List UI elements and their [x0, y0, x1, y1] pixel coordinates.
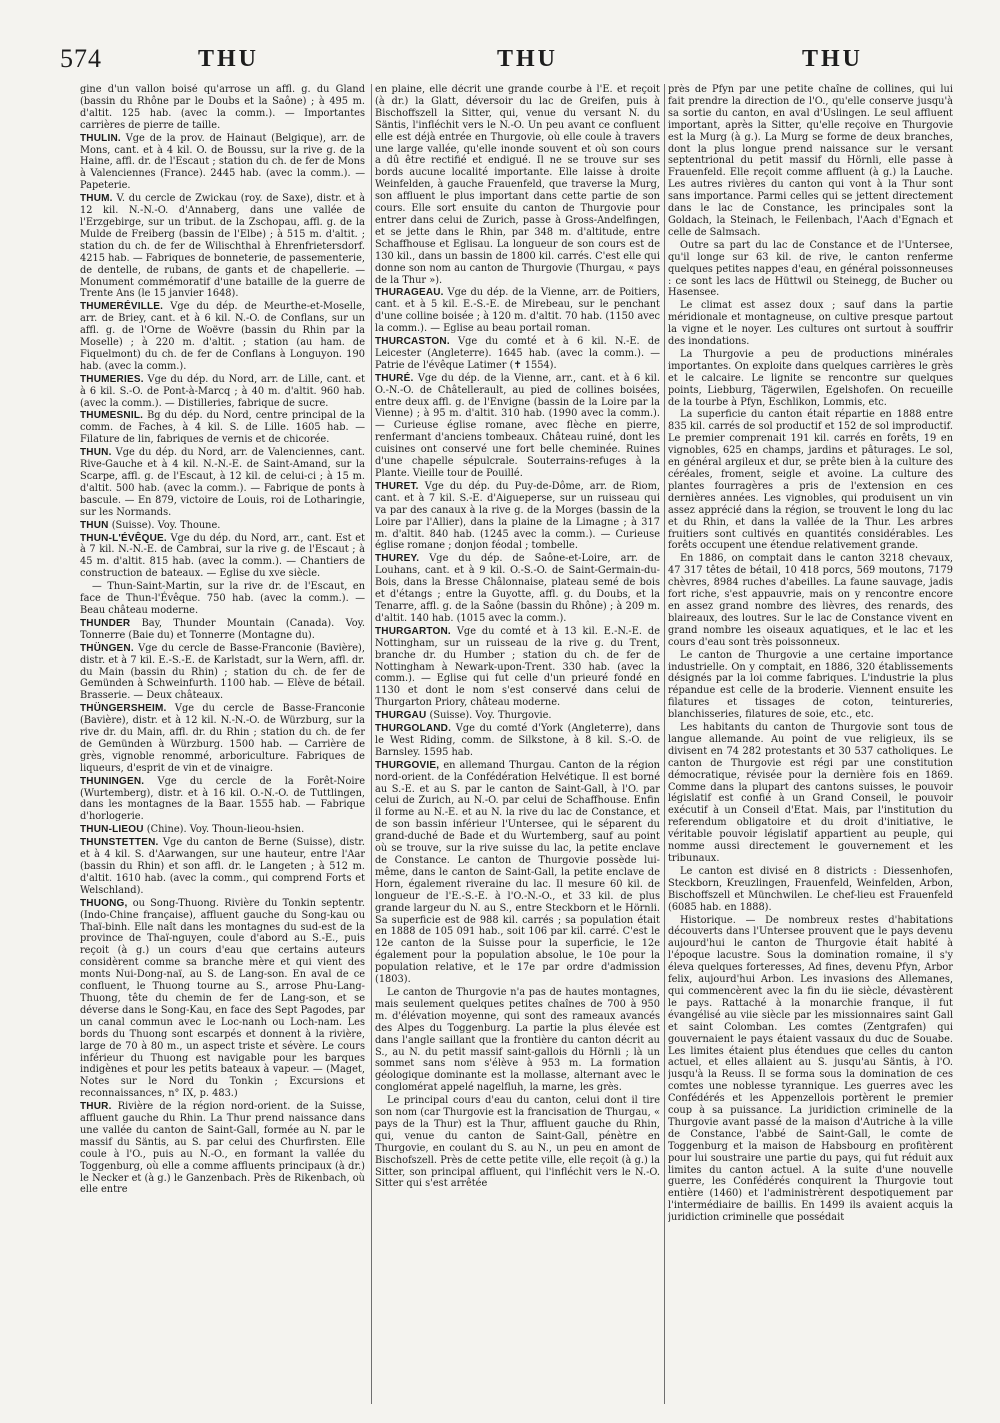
dictionary-entry: [375, 336, 660, 372]
dictionary-entry: [375, 287, 660, 335]
entry-text: Le canton de Thurgovie n'a pas de hautes montagnes, mais seulement quelques petites chaînes de 700 à 950 m. d'élévation moyenne, qui sont des rameaux avancés des Alpes du Toggenburg. La partie la plus élevée est dans l'angle saillant que la frontière du canton décrit au S., au N. du petit massif saint-gallois du Hörnli ; là un sommet sans nom s'élève à 953 m. La formation géologique dominante est la mollasse, alternant avec le conglomérat appelé nagelfluh, la marne, les grès.: [375, 986, 660, 1094]
text-column-2: [375, 84, 660, 1409]
dictionary-entry: [375, 481, 660, 552]
entry-headword: THUM.: [80, 193, 113, 205]
entry-headword: THUN-L'ÉVÊQUE.: [80, 532, 167, 544]
entry-text: Vge du cercle de Basse-Franconie (Bavière), distr. et à 7 kil. E.-S.-E. de Karlstadt, sur la Wern, affl. dr. du Main (bassin du Rhin) ; station du ch. de fer de Gemünden à Schweinfurth. 1100 hab. — Elève de bétail. Brasserie. — Deux châteaux.: [80, 642, 365, 702]
paragraph: [375, 987, 660, 1094]
entry-text: Vge du comté et à 13 kil. E.-N.-E. de Nottingham, sur un ruisseau de la rive g. du Trent, branche dr. du Humber ; station du ch. de fer de Nottingham à Newark-upon-Trent. 330 hab. (avec la comm.). — Eglise qui fut celle d'un prieuré fondé en 1130 et dont le nom s'est conservé dans celui de Thurgarton Priory, château moderne.: [375, 625, 660, 709]
page-header: [60, 44, 940, 84]
paragraph: [668, 915, 953, 1225]
entry-headword: THURGARTON.: [375, 625, 451, 637]
column-divider: [664, 84, 665, 1404]
entry-text: V. du cercle de Zwickau (roy. de Saxe), distr. et à 12 kil. N.-N.-O. d'Annaberg, dans une vallée de l'Erzgebirge, sur un tribut. de la Zschopau, affl. g. de la Mulde de Freiberg (bassin de l'Elbe) ; à 515 m. d'altit. ; station du ch. de fer de Wilischthal à Ehrenfrietersdorf. 4215 hab. — Fabriques de bonneterie, de passementerie, de dentelle, de rubans, de gants et de chapellerie. — Monument commémoratif d'une bataille de la guerre de Trente Ans (le 15 janvier 1648).: [80, 193, 365, 300]
entry-text: Vge du canton de Berne (Suisse), distr. et à 4 kil. S. d'Aarwangen, sur une hauteur, entre l'Aar (bassin du Rhin) et son affl. dr. le Langeten ; à 512 m. d'altit. 1610 hab. (avec la comm., qui comprend Forts et Welschland).: [80, 837, 365, 896]
entry-text: Historique. — De nombreux restes d'habitations découverts dans l'Untersee prouvent que le pays devenu aujourd'hui le canton de Thurgovie était habité à l'époque lacustre. Sous la domination romaine, il s'y éleva quelques forteresses, Ad fines, devenu Pfyn, Arbor felix, aujourd'hui Arbon. Les invasions des Allemanes, qui commencèrent avec la fin du iie siècle, dévastèrent le pays. Rattaché à la monarchie franque, il fut évangélisé au viie siècle par les missionnaires saint Gall et saint Colomban. Les comtes (Zentgrafen) qui gouvernaient le pays étaient vassaux du duc de Souabe. Les limites étaient plus étendues que celles du canton actuel, et elles allaient au S. jusqu'au Säntis, à l'O. jusqu'à la Reuss. Il se forma sous la domination de ces comtes une noblesse tyrannique. Les guerres avec les Confédérés et les Appenzellois portèrent le premier coup à sa puissance. La juridiction criminelle de la Thurgovie avant passé de la maison d'Autriche à la ville de Constance, l'abbé de Saint-Gall, le comte de Toggenburg et la maison de Habsbourg en profitèrent pour lui soustraire une partie du pays, qui fut réduit aux limites du canton actuel. A la suite d'une nouvelle guerre, les Confédérés conquirent la Thurgovie tout entière (1460) et l'administrèrent despotiquement par l'intermédiaire de baillis. En 1499 ils avaient acquis la juridiction criminelle que possédait: [668, 914, 953, 1224]
entry-text: En 1886, on comptait dans le canton 3218 chevaux, 47 317 têtes de bétail, 10 418 porcs, 569 moutons, 7179 chèvres, 8984 ruches d'abeilles. La faune sauvage, jadis fort riche, s'est appauvrie, mais on y rencontre encore en assez grand nombre des lièvres, des renards, des blaireaux, des loutres. Sur le lac de Constance vivent en grand nombre les oiseaux aquatiques, et le lac et les cours d'eau sont très poissonneux.: [668, 553, 953, 648]
entry-headword: THUN-LIEOU: [80, 824, 144, 836]
entry-text: (Chine). Voy. Thoun-lieou-hsien.: [146, 824, 305, 836]
entry-text: Le canton de Thurgovie a une certaine importance industrielle. On y comptait, en 1886, 320 établissements désignés par la loi comme fabriques. L'industrie la plus répandue est celle de la broderie. Viennent ensuite les filatures et tissages de coton, teintureries, blanchisseries, filatures de soie, etc., etc.: [668, 649, 953, 721]
entry-text: Vge du cercle de Basse-Franconie (Bavière), distr. et à 12 kil. N.-N.-O. de Würzburg, sur la rive dr. du Main, affl. dr. du Rhin ; station du ch. de fer de Gemünden à Würzburg. 1500 hab. — Carrière de grès, vignoble renommé, arboriculture. Fabriques de liqueurs, d'esprit de vin et de vinaigre.: [80, 703, 365, 774]
entry-text: Le climat est assez doux ; sauf dans la partie méridionale et montagneuse, on cultive presque partout la vigne et le noyer. Les cultures ont surtout à souffrir des inondations.: [668, 300, 953, 348]
dictionary-entry: [80, 1101, 365, 1196]
entry-text: Vge du comté et à 6 kil. N.-E. de Leicester (Angleterre). 1645 hab. (avec la comm.). — Patrie de l'évêque Latimer (✝ 1554).: [375, 336, 660, 371]
dictionary-entry: [80, 776, 365, 824]
paragraph: [668, 553, 953, 648]
entry-headword: THÜNGEN.: [80, 642, 134, 654]
column-divider: [371, 84, 372, 1404]
entry-headword: THÜNGERSHEIM.: [80, 703, 167, 715]
dictionary-entry: [80, 193, 365, 300]
entry-text: Vge du dép. de la Vienne, arr., cant. et à 6 kil. O.-N.-O. de Châtellerault, au pied de collines boisées, entre deux affl. g. de l'Envigne (bassin de la Loire par la Vienne) ; à 95 m. d'altit. 310 hab. (1990 avec la comm.). — Curieuse église romane, avec flèche en pierre, renfermant d'anciens tombeaux. Château ruiné, dont les cuisines ont conservé une fort belle cheminée. Ruines d'une chapelle sépulcrale. Souterrains-refuges à la Plante. Vieille tour de Pouillé.: [375, 372, 660, 479]
running-head-right: THU: [802, 46, 864, 72]
entry-headword: THUMERÉVILLE.: [80, 301, 164, 313]
dictionary-entry: [80, 703, 365, 774]
entry-text: gine d'un vallon boisé qu'arrose un affl. g. du Gland (bassin du Rhône par le Doubs et la Saône) ; à 495 m. d'altit. 125 hab. (avec la comm.). — Importantes carrières de pierre de taille.: [80, 84, 365, 131]
dictionary-entry: [80, 618, 365, 642]
entry-headword: THUN.: [80, 447, 112, 459]
entry-headword: THURGAU: [375, 710, 427, 722]
dictionary-entry: [375, 373, 660, 480]
entry-text: Le principal cours d'eau du canton, celui dont il tire son nom (car Thurgovie est la francisation de Thurgau, « pays de la Thur) est la Thur, affluent gauche du Rhin, qui, venue du canton de Saint-Gall, pénètre en Thurgovie, en coulant du S. au N., un peu en amont de Bischofszell. Près de cette petite ville, elle reçoit (à g.) la Sitter, son principal affluent, qui l'infléchit vers le N.-O. Sitter qui s'est arrêtée: [375, 1095, 660, 1190]
text-column-3: [668, 84, 953, 1409]
entry-text: en plaine, elle décrit une grande courbe à l'E. et reçoit (à dr.) la Glatt, déversoir du lac de Greifen, puis à Bischoffszell la Sitter, qui, venue du versant N. du Säntis, l'infléchit vers le N.-O. Un peu avant ce confluent elle est déjà entrée en Thurgovie, où elle coule à travers une large vallée, qu'elle inonde souvent et où son cours a dû être rectifié et endigué. Il ne se trouve sur ses bords aucune localité importante. Elle laisse à droite Weinfelden, à gauche Frauenfeld, que traverse la Murg, son affluent le plus important dans cette partie de son cours. Elle sort ensuite du canton de Thurgovie pour entrer dans celui de Zurich, passe à Gross-Andelfingen, et se jette dans le Rhin, par 348 m. d'altitude, entre Schaffhouse et Eglisau. La longueur de son cours est de 130 kil., dans un bassin de 1800 kil. carrés. C'est elle qui donne son nom au canton de Thurgovie (Thurgau, « pays de la Thur »).: [375, 84, 660, 286]
dictionary-entry: [375, 723, 660, 759]
entry-headword: THUNDER: [80, 617, 131, 629]
paragraph: [668, 300, 953, 348]
entry-headword: THUNINGEN.: [80, 775, 145, 787]
entry-text: Les habitants du canton de Thurgovie sont tous de langue allemande. Au point de vue religieux, ils se divisent en 74 282 protestants et 30 537 catholiques. Le canton de Thurgovie est régi par une constitution démocratique, révisée pour la dernière fois en 1869. Comme dans la plupart des cantons suisses, le pouvoir législatif est confié à un Grand Conseil, le pouvoir exécutif à un Conseil d'Etat. Mais, par l'institution du referendum obligatoire et du droit d'initiative, le véritable pouvoir législatif appartient au peuple, qui nomme aussi directement le gouvernement et les tribunaux.: [668, 722, 953, 864]
entry-headword: THUMESNIL.: [80, 410, 144, 422]
entry-headword: THUMERIES.: [80, 373, 144, 385]
entry-text: Vge du dép. du Nord, arr., cant. Est et à 7 kil. N.-N.-E. de Cambrai, sur la rive g. de l'Escaut ; à 45 m. d'altit. 815 hab. (avec la comm.). — Chantiers de construction de bateaux. — Eglise du xve siècle.: [80, 532, 365, 580]
paragraph: [668, 84, 953, 239]
paragraph: [80, 581, 365, 617]
entry-headword: THURGOVIE,: [375, 759, 440, 771]
paragraph: [668, 866, 953, 914]
dictionary-entry: [80, 837, 365, 897]
paragraph: [668, 409, 953, 552]
entry-text: Vge du dép. du Nord, arr. de Valenciennes, cant. Rive-Gauche et à 4 kil. N.-N.-E. de Saint-Amand, sur la Scarpe, affl. g. de l'Escaut, à 12 kil. de celui-ci ; à 15 m. d'altit. 500 hab. (avec la comm.). — Fabrique de ponts à bascule. — En 879, victoire de Louis, roi de Lotharingie, sur les Normands.: [80, 447, 365, 518]
dictionary-entry: [375, 760, 660, 986]
entry-text: Vge du dép. de Meurthe-et-Moselle, arr. de Briey, cant. et à 6 kil. N.-O. de Conflans, sur un affl. g. de l'Orne de Woëvre (bassin du Rhin par la Moselle) ; à 220 m. d'altit. ; station (au ham. de Fiquelmont) du ch. de fer de Conflans à Longuyon. 190 hab. (avec la comm.).: [80, 301, 365, 372]
paragraph: [668, 722, 953, 865]
dictionary-entry: [80, 447, 365, 518]
running-head-center: THU: [497, 46, 559, 72]
entry-headword: THURÉ.: [375, 372, 414, 384]
running-head-left: THU: [198, 46, 260, 72]
entry-headword: THURAGEAU.: [375, 287, 444, 299]
entry-text: Vge du cercle de la Forêt-Noire (Wurtemberg), distr. et à 16 kil. O.-N.-O. de Tuttlingen, dans les montagnes de la Baar. 1555 hab. — Fabrique d'horlogerie.: [80, 775, 365, 823]
entry-text: Le canton est divisé en 8 districts : Diessenhofen, Steckborn, Kreuzlingen, Frauenfeld, Weinfelden, Arbon, Bischoffszell et Münchwilen. Le chef-lieu est Frauenfeld (6085 hab. en 1888).: [668, 865, 953, 913]
entry-text: (Suisse). Voy. Thurgovie.: [429, 710, 552, 722]
entry-headword: THUONG,: [80, 897, 128, 909]
dictionary-entry: [80, 898, 365, 1100]
entry-text: (Suisse). Voy. Thoune.: [111, 519, 221, 531]
entry-text: Vge du dép. de la Vienne, arr. de Poitiers, cant. et à 5 kil. E.-S.-E. de Mirebeau, sur le penchant d'une colline boisée ; à 120 m. d'altit. 70 hab. (1150 avec la comm.). — Eglise au beau portail roman.: [375, 287, 660, 335]
paragraph: [668, 349, 953, 409]
dictionary-entry: [375, 710, 660, 722]
entry-text: Bay, Thunder Mountain (Canada). Voy. Tonnerre (Baie du) et Tonnerre (Montagne du).: [80, 617, 365, 641]
entry-text: près de Pfyn par une petite chaîne de collines, qui lui fait prendre la direction de l'O., qu'elle conserve jusqu'à sa sortie du canton, en aval d'Uslingen. Le seul affluent important, après la Sitter, qu'elle reçoive en Thurgovie est la Murg (à g.). La Murg se forme de deux branches, dont la plus longue prend naissance sur le versant septentrional du petit massif du Hörnli, elle passe à Frauenfeld. Elle reçoit comme affluent (à g.) la Lauche. Les autres rivières du canton qui vont à la Thur sont sans importance. Parmi celles qui se jettent directement dans le lac de Constance, les principales sont la Goldach, la Steinach, le Feilenbach, l'Aach d'Egnach et celle de Salmsach.: [668, 84, 953, 238]
entry-text: Vge du dép. de Saône-et-Loire, arr. de Louhans, cant. et à 9 kil. O.-S.-O. de Saint-Germain-du-Bois, dans la Bresse Châlonnaise, plateau semé de bois et d'étangs ; entre la Guyotte, affl. g. du Doubs, et la Tenarre, affl. g. de la Saône (bassin du Rhône) ; à 209 m. d'altit. 140 hab. (1015 avec la comm.).: [375, 553, 660, 624]
entry-text: en allemand Thurgau. Canton de la région nord-orient. de la Confédération Helvétique. Il est borné au S.-E. et au S. par le canton de Saint-Gall, à l'O. par celui de Zurich, au N.-O. par celui de Schaffhouse. Enfin il forme au N.-E. et au N. la rive du lac de Constance, et de son bassin inférieur l'Untersee, qui le séparent du grand-duché de Bade et du Wurtemberg, sauf au point où se trouve, sur la rive suisse du lac, la petite enclave de Constance. Le canton de Thurgovie possède lui-même, dans le canton de Saint-Gall, la petite enclave de Horn, également riveraine du lac. Il mesure 60 kil. de longueur de l'E.-S.-E. à l'O.-N.-O., et 33 kil. de plus grande largeur du N. au S., entre Steckborn et le Hörnli. Sa superficie est de 988 kil. carrés ; sa population était en 1888 de 105 091 hab., soit 106 par kil. carré. C'est le 12e canton de la Suisse pour la superficie, le 12e également pour la population absolue, le 10e pour la population relative, et le 17e par ordre d'admission (1803).: [375, 759, 660, 986]
entry-text: Outre sa part du lac de Constance et de l'Untersee, qu'il longe sur 63 kil. de rive, le canton renferme quelques petites nappes d'eau, en général poissonneuses : ce sont les lacs de Hüttwil ou Steinegg, de Bucher ou Hasensee.: [668, 239, 953, 299]
dictionary-entry: [80, 133, 365, 193]
dictionary-entry: [375, 553, 660, 624]
entry-text: Bg du dép. du Nord, centre principal de la comm. de Faches, à 4 kil. S. de Lille. 1605 hab. — Filature de lin, fabriques de vernis et de chicorée.: [80, 410, 365, 446]
dictionary-entry: [80, 410, 365, 446]
entry-headword: THUN: [80, 519, 109, 531]
text-column-1: [80, 84, 365, 1409]
entry-headword: THUNSTETTEN.: [80, 837, 159, 849]
dictionary-entry: [375, 626, 660, 709]
dictionary-entry: [80, 533, 365, 581]
paragraph: [668, 240, 953, 300]
page-number: 574: [60, 44, 102, 73]
dictionary-entry: [80, 374, 365, 410]
entry-text: Vge de la prov. de Hainaut (Belgique), arr. de Mons, cant. et à 4 kil. O. de Boussu, sur la rive g. de la Haine, affl. dr. de l'Escaut ; station du ch. de fer de Mons à Valenciennes (France). 2445 hab. (avec la comm.). — Papeterie.: [80, 132, 365, 192]
entry-text: La superficie du canton était répartie en 1888 entre 835 kil. carrés de sol productif et 152 de sol improductif. Le premier comprenait 191 kil. carrés en forêts, 19 en vignobles, 625 en champs, jardins et pâturages. Le sol, en général argileux et dur, se prête bien à la culture des céréales, froment, seigle et avoine. La culture des plantes fourragères a pris de l'extension en ces dernières années. Les vignobles, qui produisent un vin assez apprécié dans la région, se trouvent le long du lac et du Rhin, et dans la vallée de la Thur. Les arbres fruitiers sont cultivés en quantités considérables. Les forêts occupent une étendue relativement grande.: [668, 409, 953, 552]
paragraph: [80, 84, 365, 132]
dictionary-entry: [80, 520, 365, 532]
entry-headword: THUREY.: [375, 553, 420, 565]
entry-text: ou Song-Thuong. Rivière du Tonkin septentr. (Indo-Chine française), affluent gauche du Song-kau ou Thaï-binh. Elle naît dans les montagnes du sud-est de la province de Thaï-nguyen, coule d'abord au S.-E., puis reçoit (à g.) un cours d'eau que certains auteurs considèrent comme sa branche mère et qui vient des monts Nui-Dong-naï, au S. de Lang-son. En aval de ce confluent, le Thuong tourne au S., arrose Phu-Lang-Thuong, tête du chemin de fer de Lang-son, et se déverse dans le Song-Kau, en face des Sept Pagodes, par un canal commun avec le Loc-nanh ou Loch-nam. Les bords du Thuong sont escarpés et donnent à la rivière, large de 70 à 80 m., un aspect triste et sévère. Le cours inférieur du Thuong est navigable pour les barques indigènes et pour les petits bateaux à vapeur. — (Maget, Notes sur le Nord du Tonkin ; Excursions et reconnaissances, n° IX, p. 483.): [80, 897, 365, 1100]
paragraph: [375, 84, 660, 286]
entry-text: Rivière de la région nord-orient. de la Suisse, affluent gauche du Rhin. La Thur prend naissance dans une vallée du canton de Saint-Gall, formée au N. par le massif du Säntis, au S. par celui des Churfirsten. Elle coule à l'O., puis au N.-O., en formant la vallée du Toggenburg, où elle a comme affluents principaux (à dr.) le Necker et (à g.) le Ganzenbach. Près de Rikenbach, où elle entre: [80, 1101, 365, 1196]
entry-headword: THUR.: [80, 1101, 112, 1113]
entry-text: Vge du dép. du Nord, arr. de Lille, cant. et à 6 kil. S.-O. de Pont-à-Marcq ; à 40 m. d'altit. 960 hab. (avec la comm.). — Distilleries, fabrique de sucre.: [80, 373, 365, 409]
entry-text: — Thun-Saint-Martin, sur la rive dr. de l'Escaut, en face de Thun-l'Évêque. 750 hab. (avec la comm.). — Beau château moderne.: [80, 581, 365, 616]
entry-headword: THURGOLAND.: [375, 723, 452, 735]
entry-headword: THULIN.: [80, 132, 121, 144]
entry-text: La Thurgovie a peu de productions minérales importantes. On exploite dans quelques carrières le grès et le calcaire. Le lignite se rencontre sur quelques points, Liebburg, Tägerwilen, Egelshofen. On recueille de la tourbe à Pfyn, Eschlikon, Lommis, etc.: [668, 348, 953, 408]
entry-text: Vge du comté d'York (Angleterre), dans le West Riding, comm. de Silkstone, à 8 kil. S.-O. de Barnsley. 1595 hab.: [375, 723, 660, 758]
dictionary-entry: [80, 301, 365, 372]
paragraph: [668, 650, 953, 721]
dictionary-entry: [80, 643, 365, 703]
paragraph: [375, 1095, 660, 1190]
entry-headword: THURCASTON.: [375, 336, 450, 348]
dictionary-entry: [80, 824, 365, 836]
entry-headword: THURET.: [375, 480, 419, 492]
entry-text: Vge du dép. du Puy-de-Dôme, arr. de Riom, cant. et à 7 kil. S.-E. d'Aigueperse, sur un ruisseau qui va par des canaux à la rive g. de la Morges (bassin de la Loire par l'Allier), dans la plaine de la Limagne ; à 317 m. d'altit. 840 hab. (1245 avec la comm.). — Curieuse église romane ; donjon féodal ; tombelle.: [375, 480, 660, 552]
